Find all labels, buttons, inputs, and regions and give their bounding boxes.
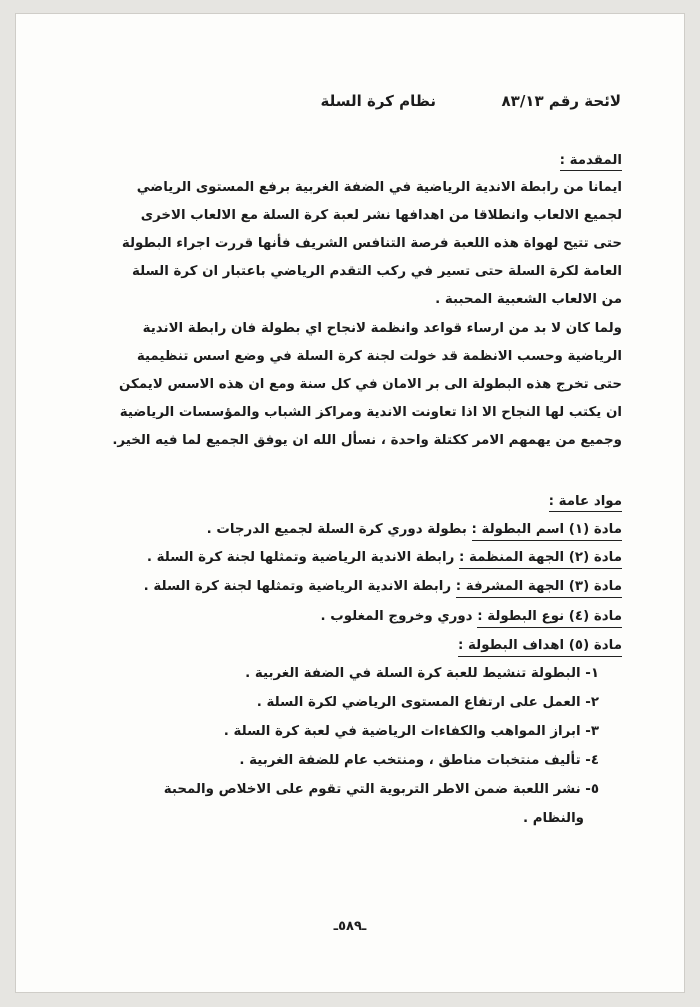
intro-line: ان يكتب لها النجاح الا اذا تعاونت الاندية ومراكز الشباب والمؤسسات الرياضية (119, 405, 622, 420)
intro-line: العامة لكرة السلة حتى تسير في ركب التقدم الرياضي باعتبار ان كرة السلة (131, 264, 622, 279)
article-label: مادة (٥) اهداف البطولة : (458, 638, 622, 657)
document-page (16, 14, 684, 992)
goal-item: ٣- ابراز المواهب والكفاءات الرياضية في لعبة كرة السلة . (223, 724, 599, 739)
article-5 (458, 639, 622, 652)
goal-item: ١- البطولة تنشيط للعبة كرة السلة في الضفة الغربية . (245, 666, 599, 681)
article-2 (147, 551, 622, 564)
goal-item: ٢- العمل على ارتفاع المستوى الرياضي لكرة السلة . (256, 695, 599, 710)
document-title: نظام كرة السلة (320, 92, 436, 110)
article-4 (321, 610, 622, 623)
goal-item: ٥- نشر اللعبة ضمن الاطر التربوية التي تقوم على الاخلاص والمحبة (163, 782, 599, 797)
article-label: مادة (١) اسم البطولة : (472, 522, 622, 541)
intro-line: ايمانا من رابطة الاندية الرياضية في الضفة الغربية برفع المستوى الرياضي (136, 180, 622, 195)
intro-line: حتى تخرج هذه البطولة الى بر الامان في كل سنة ومع ان هذه الاسس لايمكن (118, 377, 622, 392)
article-text: رابطة الاندية الرياضية وتمثلها لجنة كرة السلة . (143, 579, 452, 594)
intro-line: وجميع من يهمهم الامر ككتلة واحدة ، نسأل الله ان يوفق الجميع لما فيه الخير. (112, 433, 622, 448)
article-label: مادة (٢) الجهة المنظمة : (459, 550, 622, 569)
regulation-number: لائحة رقم ٨٣/١٣ (501, 92, 621, 110)
page-number: ـ٥٨٩ـ (333, 919, 367, 934)
intro-line: الرياضية وحسب الانظمة قد خولت لجنة كرة السلة في وضع اسس تنظيمية (136, 349, 622, 364)
goal-item: ٤- تأليف منتخبات مناطق ، ومنتخب عام للضفة الغربية . (239, 753, 599, 768)
intro-line: من الالعاب الشعبية المحببة . (435, 292, 622, 307)
intro-heading: المقدمة : (560, 154, 622, 171)
article-label: مادة (٣) الجهة المشرفة : (456, 579, 622, 598)
article-3 (144, 580, 622, 593)
article-text: رابطة الاندية الرياضية وتمثلها لجنة كرة السلة . (146, 550, 455, 565)
article-text: بطولة دوري كرة السلة لجميع الدرجات . (206, 522, 467, 537)
intro-line: ولما كان لا بد من ارساء قواعد وانظمة لانجاح اي بطولة فان رابطة الاندية (142, 321, 622, 336)
general-articles-heading: مواد عامة : (549, 495, 622, 512)
article-label: مادة (٤) نوع البطولة : (477, 609, 622, 628)
intro-line: حتى تتيح لهواة هذه اللعبة فرصة التنافس الشريف فأنها قررت اجراء البطولة (121, 236, 622, 251)
article-text: دوري وخروج المغلوب . (320, 609, 473, 624)
intro-line: لجميع الالعاب وانطلاقا من اهدافها نشر لعبة كرة السلة مع الالعاب الاخرى (140, 208, 622, 223)
goal-item-continuation: والنظام . (522, 811, 584, 826)
article-1 (207, 523, 622, 536)
